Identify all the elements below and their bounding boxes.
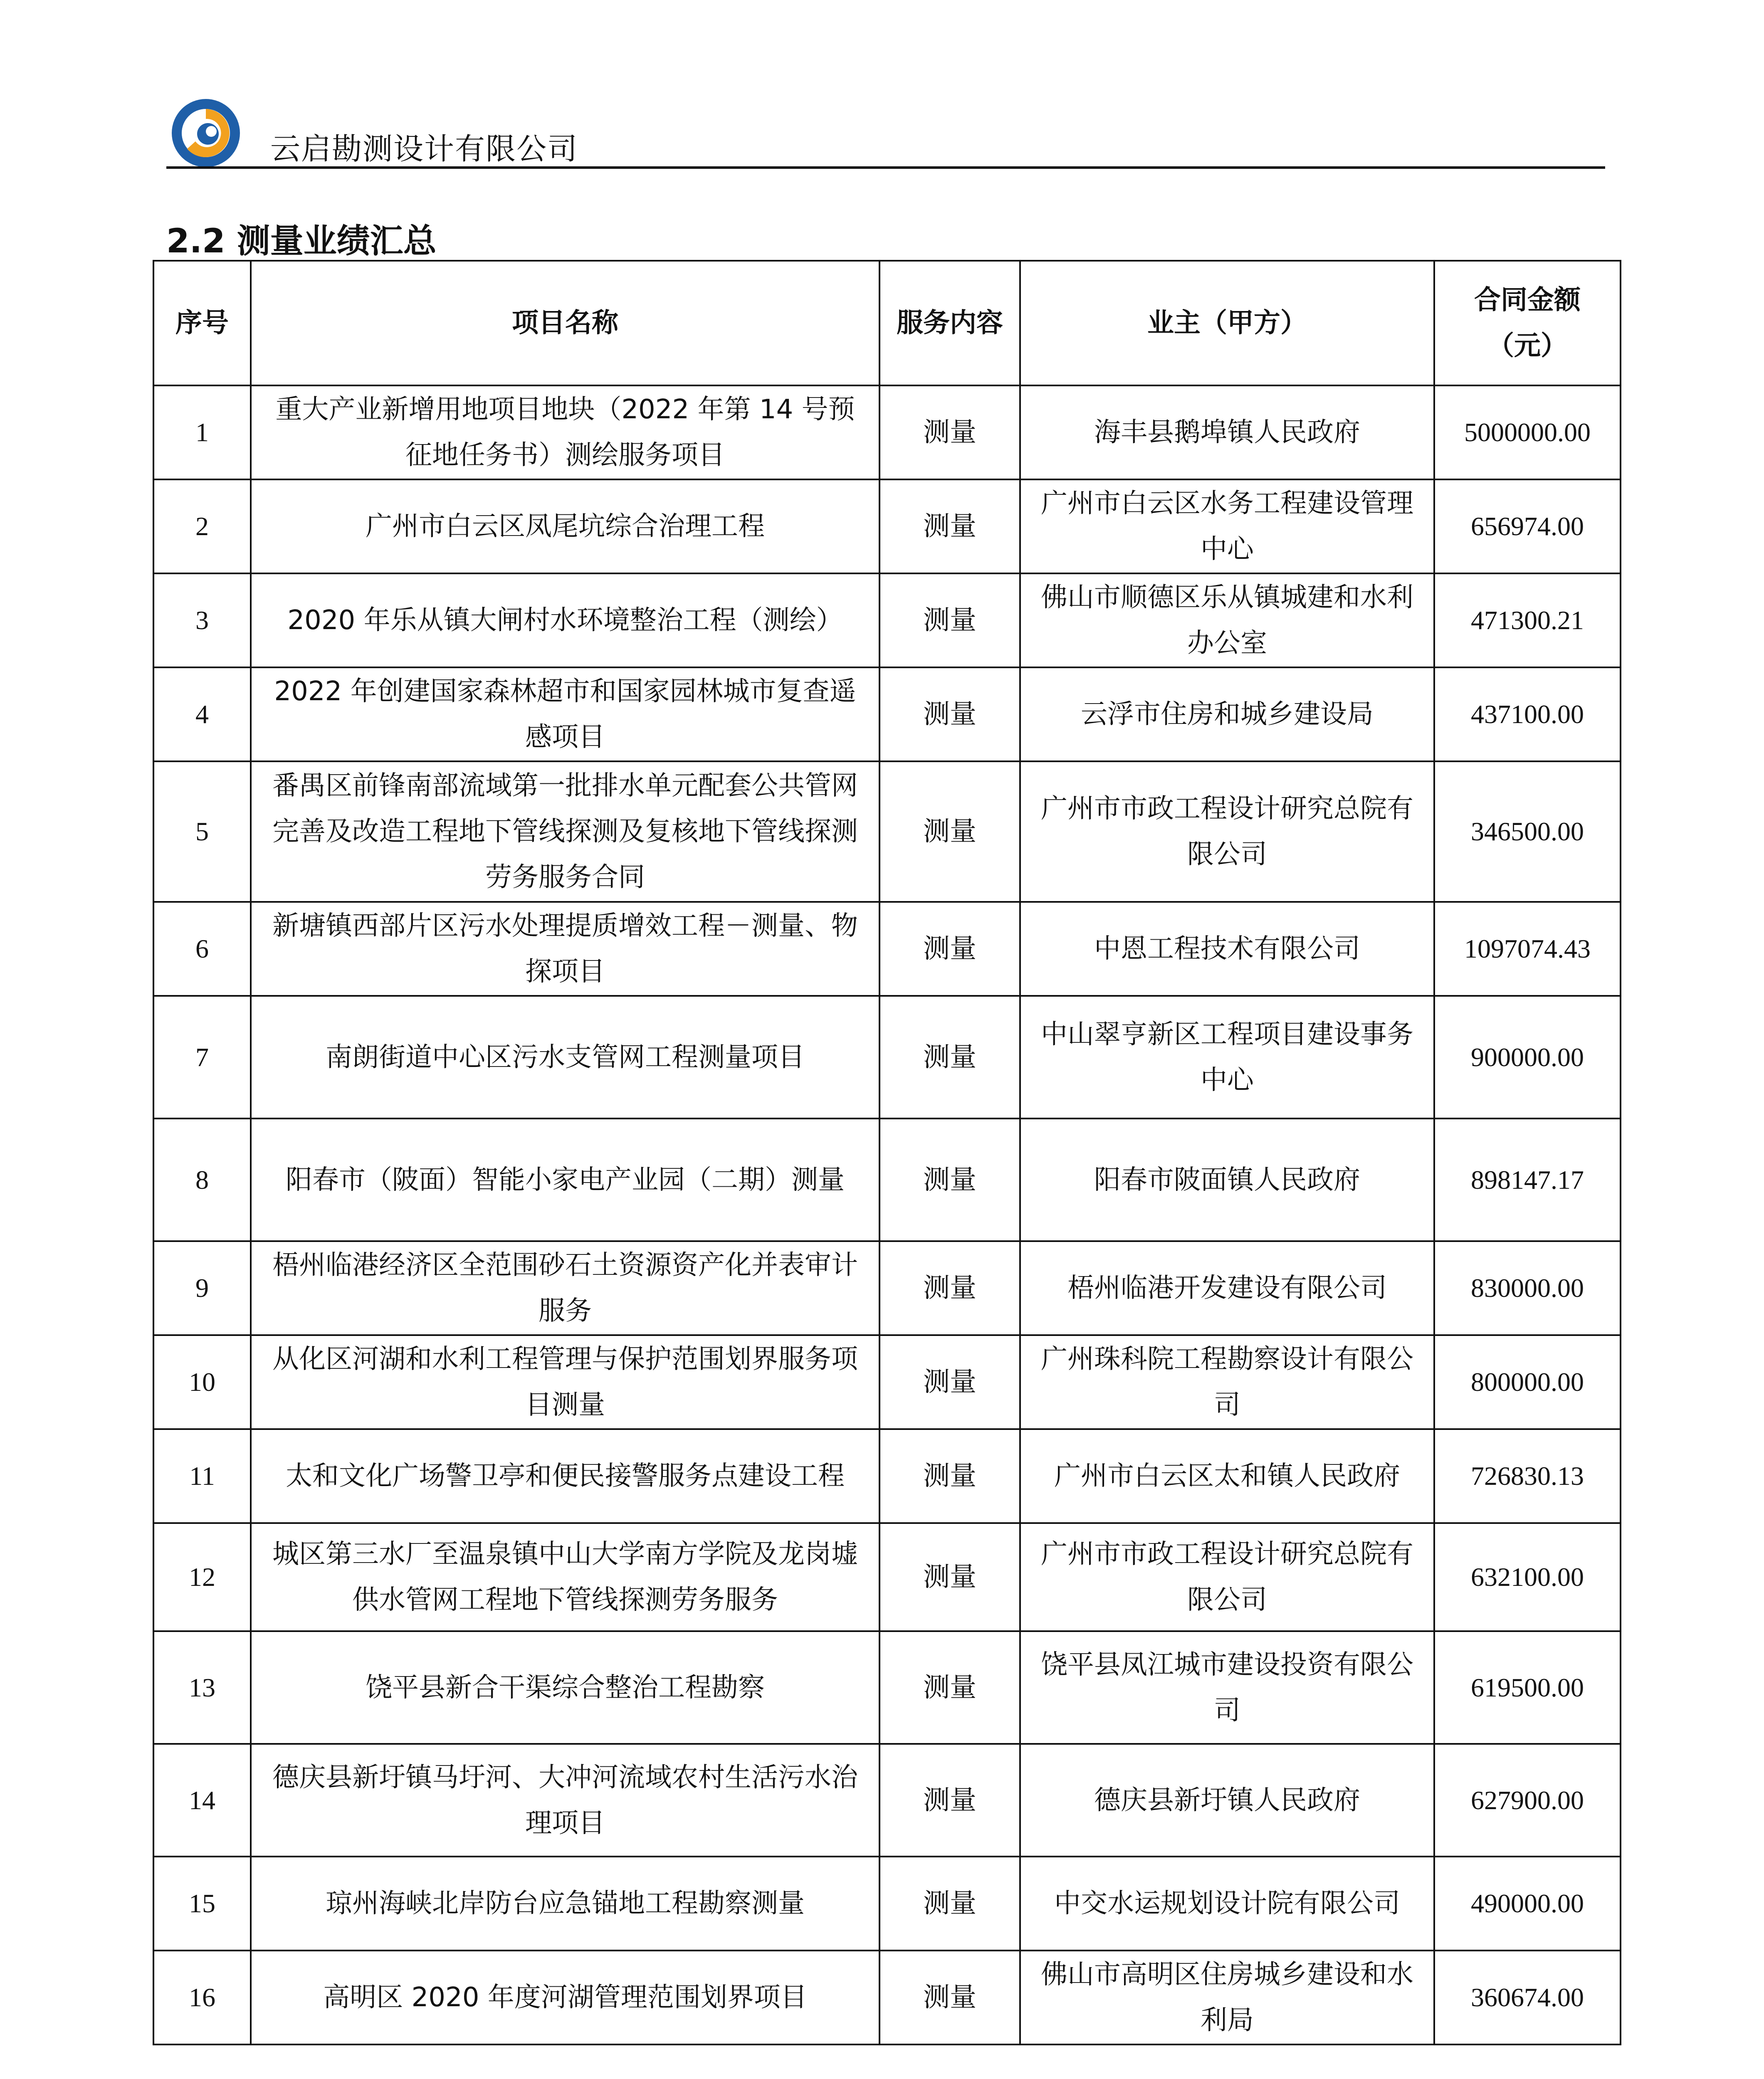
row-number: 2 — [153, 479, 251, 573]
company-name: 云启勘测设计有限公司 — [270, 131, 578, 166]
service-content: 测量 — [880, 761, 1020, 902]
service-content: 测量 — [880, 1951, 1020, 2044]
header-index: 序号 — [153, 261, 251, 385]
owner-name: 饶平县凤江城市建设投资有限公司 — [1020, 1631, 1434, 1744]
table-row — [153, 1631, 1621, 1744]
table-row — [153, 1241, 1621, 1335]
service-content: 测量 — [880, 1631, 1020, 1744]
project-name: 重大产业新增用地项目地块（2022 年第 14 号预征地任务书）测绘服务项目 — [251, 385, 880, 479]
table-row — [153, 1857, 1621, 1951]
owner-name: 海丰县鹅埠镇人民政府 — [1020, 385, 1434, 479]
project-name: 梧州临港经济区全范围砂石土资源资产化并表审计服务 — [251, 1241, 880, 1335]
table-row — [153, 1119, 1621, 1241]
service-content: 测量 — [880, 1429, 1020, 1523]
row-number: 3 — [153, 573, 251, 667]
service-content: 测量 — [880, 1119, 1020, 1241]
contract-amount: 800000.00 — [1434, 1335, 1621, 1429]
service-content: 测量 — [880, 385, 1020, 479]
project-name: 高明区 2020 年度河湖管理范围划界项目 — [251, 1951, 880, 2044]
owner-name: 中交水运规划设计院有限公司 — [1020, 1857, 1434, 1951]
contract-amount: 471300.21 — [1434, 573, 1621, 667]
contract-amount: 830000.00 — [1434, 1241, 1621, 1335]
project-name: 琼州海峡北岸防台应急锚地工程勘察测量 — [251, 1857, 880, 1951]
owner-name: 阳春市陂面镇人民政府 — [1020, 1119, 1434, 1241]
row-number: 9 — [153, 1241, 251, 1335]
owner-name: 广州市白云区太和镇人民政府 — [1020, 1429, 1434, 1523]
table-row — [153, 761, 1621, 902]
table-row — [153, 385, 1621, 479]
table-row — [153, 667, 1621, 761]
service-content: 测量 — [880, 479, 1020, 573]
row-number: 10 — [153, 1335, 251, 1429]
service-content: 测量 — [880, 1744, 1020, 1857]
project-name: 2022 年创建国家森林超市和国家园林城市复查遥感项目 — [251, 667, 880, 761]
table-row — [153, 1335, 1621, 1429]
contract-amount: 437100.00 — [1434, 667, 1621, 761]
contract-amount: 656974.00 — [1434, 479, 1621, 573]
service-content: 测量 — [880, 1241, 1020, 1335]
row-number: 1 — [153, 385, 251, 479]
service-content: 测量 — [880, 996, 1020, 1119]
table-row — [153, 902, 1621, 996]
table-row — [153, 1744, 1621, 1857]
section-title: 2.2 测量业绩汇总 — [166, 222, 437, 260]
contract-amount: 346500.00 — [1434, 761, 1621, 902]
contract-amount: 5000000.00 — [1434, 385, 1621, 479]
project-name: 城区第三水厂至温泉镇中山大学南方学院及龙岗墟供水管网工程地下管线探测劳务服务 — [251, 1523, 880, 1631]
owner-name: 广州市白云区水务工程建设管理中心 — [1020, 479, 1434, 573]
contract-amount: 1097074.43 — [1434, 902, 1621, 996]
row-number: 7 — [153, 996, 251, 1119]
project-name: 饶平县新合干渠综合整治工程勘察 — [251, 1631, 880, 1744]
owner-name: 德庆县新圩镇人民政府 — [1020, 1744, 1434, 1857]
owner-name: 佛山市顺德区乐从镇城建和水利办公室 — [1020, 573, 1434, 667]
project-name: 德庆县新圩镇马圩河、大冲河流域农村生活污水治理项目 — [251, 1744, 880, 1857]
project-name: 2020 年乐从镇大闸村水环境整治工程（测绘） — [251, 573, 880, 667]
owner-name: 梧州临港开发建设有限公司 — [1020, 1241, 1434, 1335]
row-number: 5 — [153, 761, 251, 902]
table-row — [153, 479, 1621, 573]
row-number: 4 — [153, 667, 251, 761]
company-logo-icon — [166, 96, 250, 170]
project-name: 从化区河湖和水利工程管理与保护范围划界服务项目测量 — [251, 1335, 880, 1429]
project-name: 新塘镇西部片区污水处理提质增效工程－测量、物探项目 — [251, 902, 880, 996]
contract-amount: 627900.00 — [1434, 1744, 1621, 1857]
contract-amount: 898147.17 — [1434, 1119, 1621, 1241]
owner-name: 佛山市高明区住房城乡建设和水利局 — [1020, 1951, 1434, 2044]
row-number: 11 — [153, 1429, 251, 1523]
header-divider — [166, 166, 1605, 169]
owner-name: 云浮市住房和城乡建设局 — [1020, 667, 1434, 761]
contract-amount: 490000.00 — [1434, 1857, 1621, 1951]
table-header-row — [153, 261, 1621, 385]
row-number: 6 — [153, 902, 251, 996]
row-number: 15 — [153, 1857, 251, 1951]
owner-name: 广州市市政工程设计研究总院有限公司 — [1020, 1523, 1434, 1631]
service-content: 测量 — [880, 667, 1020, 761]
service-content: 测量 — [880, 902, 1020, 996]
table-row — [153, 1429, 1621, 1523]
page-header — [166, 96, 1605, 170]
table-row — [153, 1951, 1621, 2044]
project-name: 南朗街道中心区污水支管网工程测量项目 — [251, 996, 880, 1119]
table-row — [153, 996, 1621, 1119]
header-project: 项目名称 — [251, 261, 880, 385]
service-content: 测量 — [880, 1335, 1020, 1429]
owner-name: 中恩工程技术有限公司 — [1020, 902, 1434, 996]
service-content: 测量 — [880, 1857, 1020, 1951]
owner-name: 广州珠科院工程勘察设计有限公司 — [1020, 1335, 1434, 1429]
contract-amount: 619500.00 — [1434, 1631, 1621, 1744]
table-row — [153, 1523, 1621, 1631]
project-name: 阳春市（陂面）智能小家电产业园（二期）测量 — [251, 1119, 880, 1241]
performance-table — [153, 260, 1621, 2045]
project-name: 太和文化广场警卫亭和便民接警服务点建设工程 — [251, 1429, 880, 1523]
service-content: 测量 — [880, 1523, 1020, 1631]
owner-name: 广州市市政工程设计研究总院有限公司 — [1020, 761, 1434, 902]
row-number: 14 — [153, 1744, 251, 1857]
header-owner: 业主（甲方） — [1020, 261, 1434, 385]
service-content: 测量 — [880, 573, 1020, 667]
row-number: 13 — [153, 1631, 251, 1744]
contract-amount: 726830.13 — [1434, 1429, 1621, 1523]
contract-amount: 360674.00 — [1434, 1951, 1621, 2044]
contract-amount: 632100.00 — [1434, 1523, 1621, 1631]
contract-amount: 900000.00 — [1434, 996, 1621, 1119]
row-number: 8 — [153, 1119, 251, 1241]
header-amount: 合同金额（元） — [1434, 261, 1621, 385]
project-name: 广州市白云区凤尾坑综合治理工程 — [251, 479, 880, 573]
owner-name: 中山翠亨新区工程项目建设事务中心 — [1020, 996, 1434, 1119]
row-number: 16 — [153, 1951, 251, 2044]
table-row — [153, 573, 1621, 667]
header-service: 服务内容 — [880, 261, 1020, 385]
project-name: 番禺区前锋南部流域第一批排水单元配套公共管网完善及改造工程地下管线探测及复核地下管线探测劳务服务合同 — [251, 761, 880, 902]
row-number: 12 — [153, 1523, 251, 1631]
